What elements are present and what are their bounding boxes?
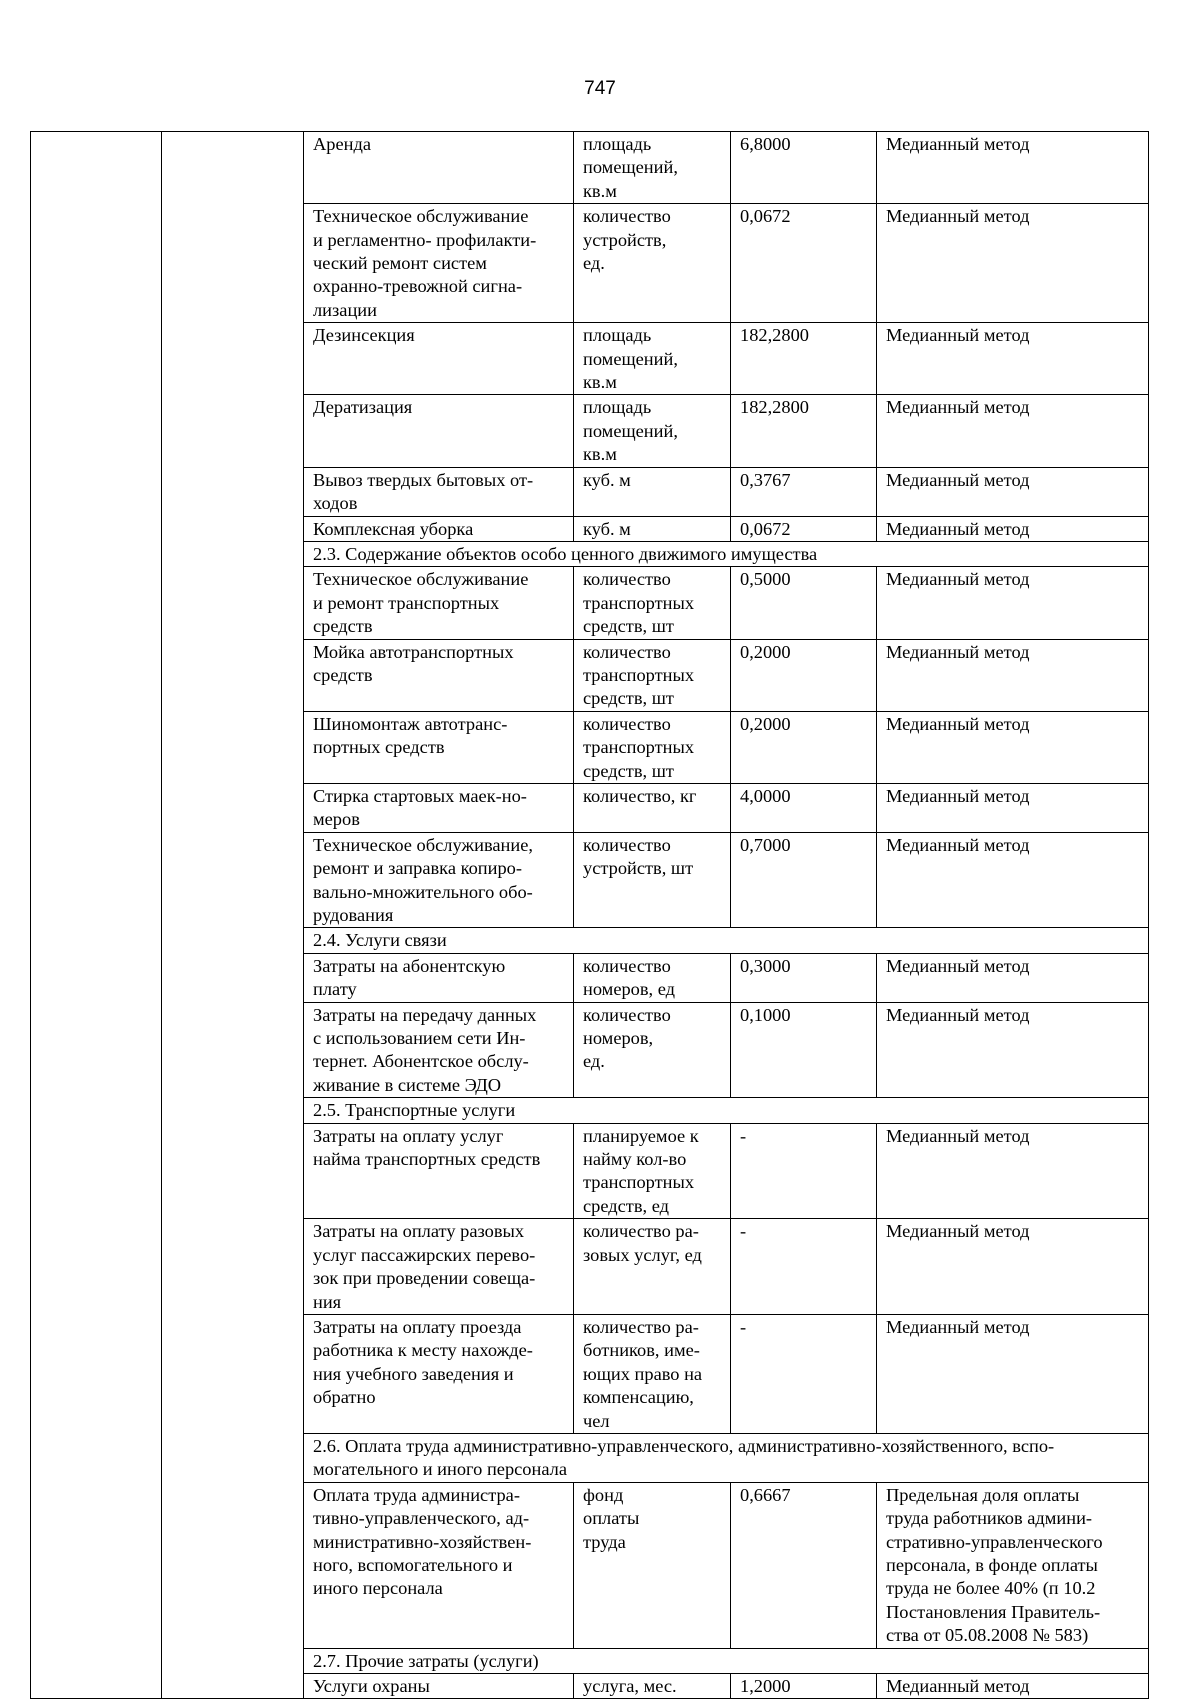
cost-item-name: Затраты на оплату услуг найма транспортных средств xyxy=(304,1123,574,1219)
calculation-method: Медианный метод xyxy=(877,1123,1149,1219)
calculation-method: Медианный метод xyxy=(877,467,1149,516)
cost-item-name: Дезинсекция xyxy=(304,323,574,395)
cost-norms-table xyxy=(30,131,1149,1699)
norm-value: 0,3000 xyxy=(731,953,877,1002)
unit-of-measure: количество номеров, ед. xyxy=(574,1002,731,1098)
calculation-method: Медианный метод xyxy=(877,711,1149,783)
section-title: 2.3. Содержание объектов особо ценного движимого имущества xyxy=(304,541,1149,566)
cost-item-name: Дератизация xyxy=(304,395,574,467)
norm-value: 0,7000 xyxy=(731,832,877,928)
section-title: 2.5. Транспортные услуги xyxy=(304,1098,1149,1123)
calculation-method: Предельная доля оплаты труда работников админи- стративно-управленческого персонала, в фонде оплаты труда не более 40% (п 10.2 Постановления Правитель- ства от 05.08.2008 № 583) xyxy=(877,1482,1149,1648)
norm-value: 0,0672 xyxy=(731,516,877,541)
calculation-method: Медианный метод xyxy=(877,132,1149,204)
cost-item-name: Услуги охраны xyxy=(304,1674,574,1699)
calculation-method: Медианный метод xyxy=(877,204,1149,323)
cost-item-name: Мойка автотранспортных средств xyxy=(304,639,574,711)
cost-item-name: Техническое обслуживание и ремонт транспортных средств xyxy=(304,567,574,639)
unit-of-measure: количество устройств, ед. xyxy=(574,204,731,323)
section-title: 2.4. Услуги связи xyxy=(304,928,1149,953)
calculation-method: Медианный метод xyxy=(877,567,1149,639)
norm-value: 0,2000 xyxy=(731,639,877,711)
norm-value: 182,2800 xyxy=(731,395,877,467)
calculation-method: Медианный метод xyxy=(877,1002,1149,1098)
unit-of-measure: количество транспортных средств, шт xyxy=(574,639,731,711)
calculation-method: Медианный метод xyxy=(877,832,1149,928)
norm-value: 4,0000 xyxy=(731,783,877,832)
unit-of-measure: количество ра- зовых услуг, ед xyxy=(574,1219,731,1315)
cost-item-name: Затраты на абонентскую плату xyxy=(304,953,574,1002)
cost-item-name: Стирка стартовых маек-но- меров xyxy=(304,783,574,832)
section-title: 2.7. Прочие затраты (услуги) xyxy=(304,1648,1149,1673)
cost-item-name: Затраты на передачу данных с использованием сети Ин- тернет. Абонентское обслу- живание в системе ЭДО xyxy=(304,1002,574,1098)
unit-of-measure: количество устройств, шт xyxy=(574,832,731,928)
calculation-method: Медианный метод xyxy=(877,639,1149,711)
norm-value: 0,3767 xyxy=(731,467,877,516)
calculation-method: Медианный метод xyxy=(877,783,1149,832)
cost-item-name: Шиномонтаж автотранс- портных средств xyxy=(304,711,574,783)
norm-value: - xyxy=(731,1219,877,1315)
unit-of-measure: фонд оплаты труда xyxy=(574,1482,731,1648)
unit-of-measure: площадь помещений, кв.м xyxy=(574,395,731,467)
norm-value: 6,8000 xyxy=(731,132,877,204)
calculation-method: Медианный метод xyxy=(877,953,1149,1002)
calculation-method: Медианный метод xyxy=(877,1314,1149,1433)
unit-of-measure: планируемое к найму кол-во транспортных средств, ед xyxy=(574,1123,731,1219)
unit-of-measure: количество номеров, ед xyxy=(574,953,731,1002)
cost-item-name: Вывоз твердых бытовых от- ходов xyxy=(304,467,574,516)
norm-value: 0,6667 xyxy=(731,1482,877,1648)
calculation-method: Медианный метод xyxy=(877,516,1149,541)
cost-item-name: Затраты на оплату проезда работника к месту нахожде- ния учебного заведения и обратно xyxy=(304,1314,574,1433)
calculation-method: Медианный метод xyxy=(877,1219,1149,1315)
table-row xyxy=(31,132,1149,204)
blank-column-2 xyxy=(162,132,304,1699)
section-title: 2.6. Оплата труда административно-управленческого, административно-хозяйственного, вспо- могательного и иного персонала xyxy=(304,1433,1149,1482)
cost-item-name: Комплексная уборка xyxy=(304,516,574,541)
cost-item-name: Техническое обслуживание и регламентно- профилакти- ческий ремонт систем охранно-тревожной сигна- лизации xyxy=(304,204,574,323)
norm-value: - xyxy=(731,1314,877,1433)
calculation-method: Медианный метод xyxy=(877,323,1149,395)
unit-of-measure: площадь помещений, кв.м xyxy=(574,132,731,204)
unit-of-measure: куб. м xyxy=(574,467,731,516)
norm-value: - xyxy=(731,1123,877,1219)
norm-value: 0,2000 xyxy=(731,711,877,783)
norm-value: 0,5000 xyxy=(731,567,877,639)
unit-of-measure: куб. м xyxy=(574,516,731,541)
calculation-method: Медианный метод xyxy=(877,1674,1149,1699)
page-number: 747 xyxy=(584,78,616,99)
cost-item-name: Техническое обслуживание, ремонт и заправка копиро- вально-множительного обо- рудования xyxy=(304,832,574,928)
unit-of-measure: количество ра- ботников, име- ющих право на компенсацию, чел xyxy=(574,1314,731,1433)
cost-item-name: Оплата труда администра- тивно-управленческого, ад- министративно-хозяйствен- ного, вспомогательного и иного персонала xyxy=(304,1482,574,1648)
unit-of-measure: услуга, мес. xyxy=(574,1674,731,1699)
unit-of-measure: количество, кг xyxy=(574,783,731,832)
norm-value: 0,0672 xyxy=(731,204,877,323)
norm-value: 1,2000 xyxy=(731,1674,877,1699)
norm-value: 182,2800 xyxy=(731,323,877,395)
unit-of-measure: количество транспортных средств, шт xyxy=(574,567,731,639)
cost-item-name: Аренда xyxy=(304,132,574,204)
cost-item-name: Затраты на оплату разовых услуг пассажирских перево- зок при проведении совеща- ния xyxy=(304,1219,574,1315)
calculation-method: Медианный метод xyxy=(877,395,1149,467)
norm-value: 0,1000 xyxy=(731,1002,877,1098)
blank-column-1 xyxy=(31,132,162,1699)
unit-of-measure: количество транспортных средств, шт xyxy=(574,711,731,783)
unit-of-measure: площадь помещений, кв.м xyxy=(574,323,731,395)
